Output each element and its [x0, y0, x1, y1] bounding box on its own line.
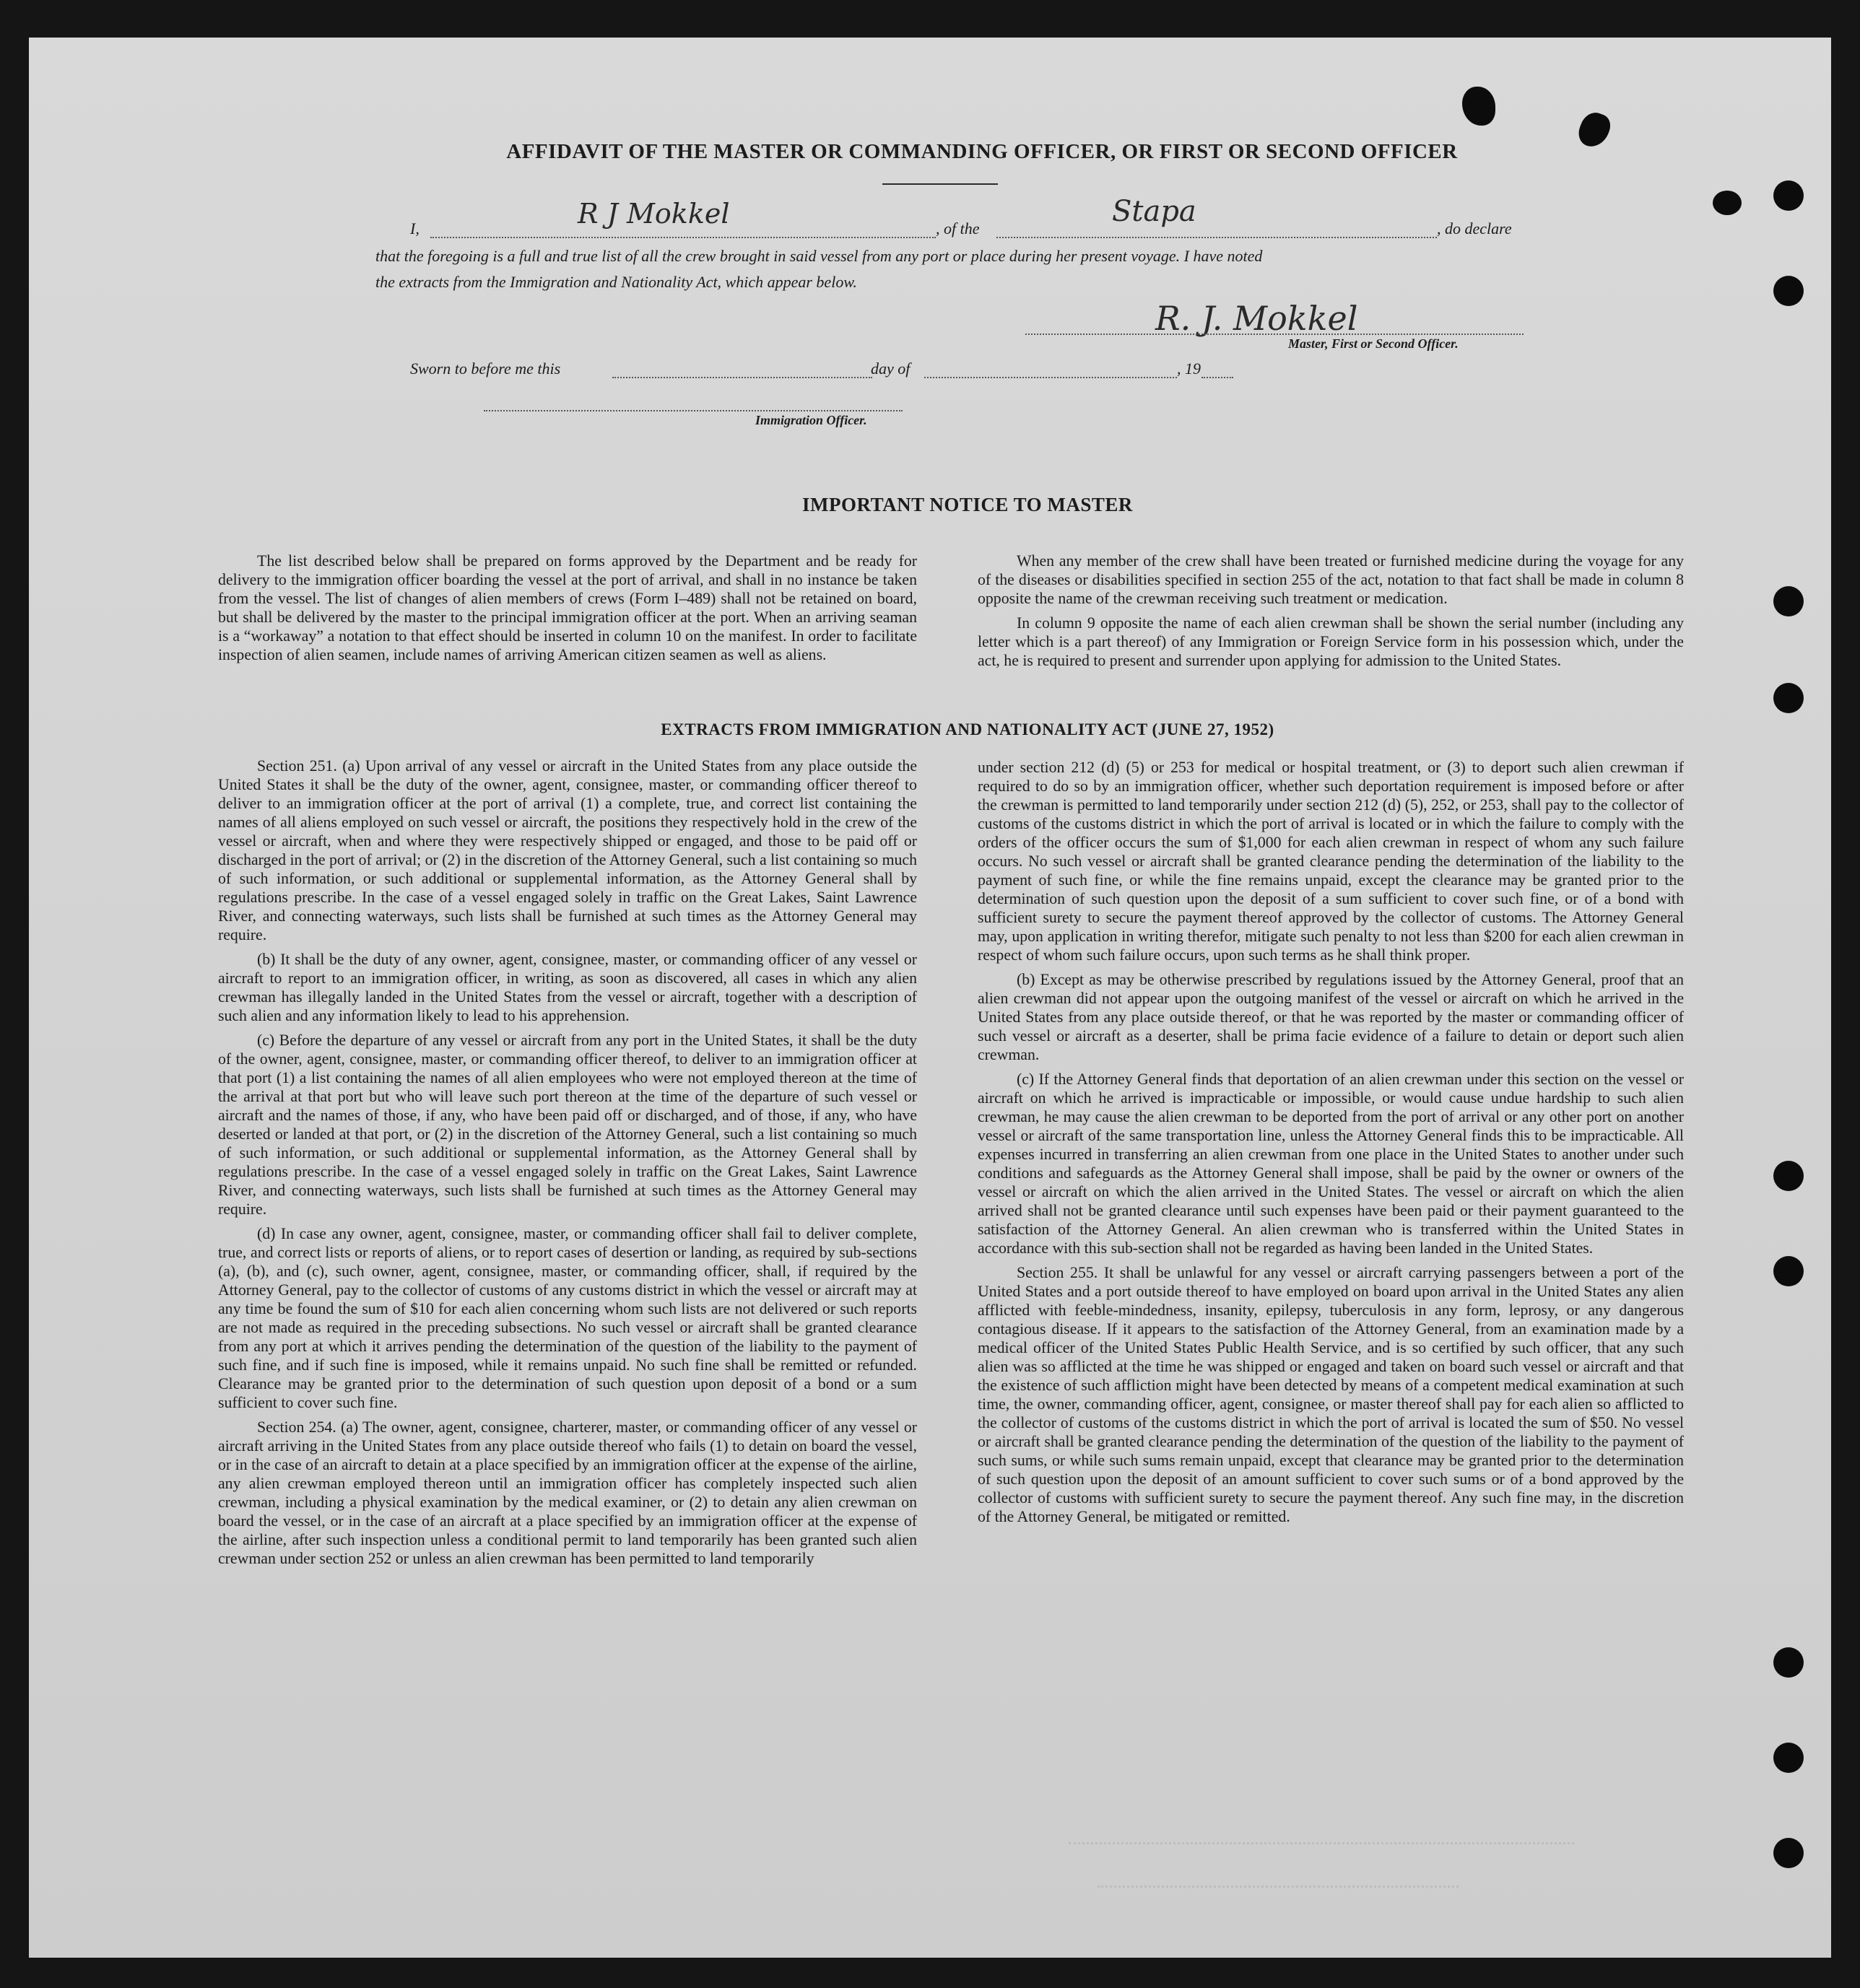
punch-hole-icon — [1773, 1256, 1804, 1286]
signer-name-field[interactable] — [430, 237, 936, 238]
vessel-name-field[interactable] — [996, 237, 1437, 238]
notice-title: IMPORTANT NOTICE TO MASTER — [802, 494, 1133, 515]
notice-right-column — [978, 552, 1684, 676]
signature-line[interactable] — [1025, 333, 1524, 335]
vessel-name-handwritten: Stapa — [1112, 195, 1196, 228]
notice-left-paragraph: The list described below shall be prepared on forms approved by the Department and be ready for delivery to the immigration officer boarding the vessel at the port of arrival, and shall in no instance be taken from the vessel. The list of changes of alien members of crews (Form I–489) shall not be retained on board, but shall be delivered by the master to the principal immigration officer at the port. When an arriving seaman is a “workaway” a notation to that effect should be inserted in column 10 on the manifest. In order to facilitate inspection of alien seamen, include names of arriving American citizen seamen as well as aliens. — [218, 552, 917, 663]
section-251-b: (b) It shall be the duty of any owner, agent, consignee, master, or commanding officer of any vessel or aircraft to report to an immigration officer, in writing, as soon as discovered, all cases in which any alien crewman has illegally landed in the United States from the vessel or aircraft, together with a description of such alien and any information likely to lead to his apprehension. — [218, 951, 917, 1024]
punch-hole-icon — [1773, 1838, 1804, 1868]
year-label: , 19 — [1177, 359, 1201, 378]
signer-name-handwritten: R J Mokkel — [578, 198, 730, 230]
sworn-label: Sworn to before me this — [410, 359, 561, 378]
extracts-right-column — [978, 758, 1684, 1532]
notice-right-paragraph-1: When any member of the crew shall have been treated or furnished medicine during the voyage for any of the diseases or disabilities specified in section 255 of the act, notation to that fact shall be made in column 8 opposite the name of the crewman receiving such treatment or medication. — [978, 552, 1684, 607]
immigration-officer-line[interactable] — [484, 410, 903, 411]
bleed-through — [1098, 1857, 1459, 1888]
ink-blot-icon — [1462, 87, 1495, 126]
declaration-line-1: that the foregoing is a full and true list of all the crew brought in said vessel from any port or place during her present voyage. I have noted — [375, 247, 1263, 265]
punch-hole-icon — [1773, 1647, 1804, 1678]
section-251-d: (d) In case any owner, agent, consignee, master, or commanding officer shall fail to deliver complete, true, and correct lists or reports of aliens, or to report cases of desertion or landing, as required by sub-sections (a), (b), and (c), such owner, agent, consignee, master, or commanding officer, shall, if required by the Attorney General, pay to the collector of customs of any customs district in which the vessel or aircraft may at any time be found the sum of $10 for each alien concerning whom such lists are not delivered or such reports are not made as required in the preceding subsections. No such vessel or aircraft shall be granted clearance from any port at which it arrives pending the determination of the question of the liability to the payment of such fine, and if such fine is imposed, while it remains unpaid. No such fine shall be remitted or refunded. Clearance may be granted prior to the determination of such question upon deposit of a bond or a sum sufficient to cover such fine. — [218, 1225, 917, 1411]
extracts-left-column — [218, 757, 917, 1574]
immigration-officer-caption: Immigration Officer. — [755, 413, 867, 427]
sworn-day-field[interactable] — [612, 377, 872, 378]
punch-hole-icon — [1773, 276, 1804, 306]
section-251-a: Section 251. (a) Upon arrival of any vessel or aircraft in the United States from any place outside the United States it shall be the duty of the owner, agent, consignee, master, or commanding officer thereof to deliver to an immigration officer at the port of arrival (1) a complete, true, and correct list containing the names of all aliens employed on such vessel or aircraft, the positions they respectively hold in the crew of the vessel or aircraft, when and where they were respectively shipped or engaged, and those to be paid off or discharged in the port of arrival; or (2) in the discretion of the Attorney General, such a list containing so much of such information, or such additional or supplemental information, as the Attorney General shall by regulations prescribe. In the case of a vessel engaged solely in traffic on the Great Lakes, Saint Lawrence River, and connecting waterways, such lists shall be furnished at such times as the Attorney General may require. — [218, 757, 917, 943]
day-of-label: day of — [871, 359, 911, 378]
i-label: I, — [410, 219, 420, 237]
section-254-a-continued: under section 212 (d) (5) or 253 for medical or hospital treatment, or (3) to deport such alien crewman if required to do so by an immigration officer, whether such deportation requirement is imposed before or after the crewman is permitted to land temporarily under section 212 (d) (5), 252, or 253, shall pay to the collector of customs of the customs district in which the port of arrival is located or in which the failure to comply with the orders of the officer occurs the sum of $1,000 for each alien crewman in respect of whom any such failure occurs. No such vessel or aircraft shall be granted clearance pending the determination of the liability to the payment of such fine, or while the fine remains unpaid, except the clearance may be granted prior to the determination of such question upon the deposit of a sum sufficient to cover such fine, or of a bond with sufficient surety to secure the payment thereof approved by the collector of customs. The Attorney General may, upon application in writing therefor, mitigate such penalty to not less than $200 for each alien crewman in respect of whom such failure occurs, upon such terms as he shall think proper. — [978, 759, 1684, 964]
title-underline — [882, 183, 998, 185]
declaration-line-2: the extracts from the Immigration and Nationality Act, which appear below. — [375, 273, 857, 291]
notice-left-column — [218, 552, 917, 670]
section-251-c: (c) Before the departure of any vessel or aircraft from any port in the United States, it shall be the duty of the owner, agent, consignee, master, or commanding officer thereof, to deliver to an immigration officer at that port (1) a list containing the names of all alien employees who were not employed thereon at the time of the arrival at that port but who will leave such port thereon at the time of the departure of such vessel or aircraft and the names of those, if any, who have been paid off or discharged, and of those, if any, who have deserted or landed at that port, or (2) in the discretion of the Attorney General, such a list containing so much of such information, or such additional or supplemental information, as the Attorney General shall by regulations prescribe. In the case of a vessel engaged solely in traffic on the Great Lakes, Saint Lawrence River, and connecting waterways, such lists shall be furnished at such times as the Attorney General may require. — [218, 1032, 917, 1218]
sworn-year-field[interactable] — [1201, 377, 1233, 378]
bleed-through — [1069, 1813, 1574, 1844]
punch-hole-icon — [1773, 1743, 1804, 1773]
ink-blot-icon — [1713, 191, 1742, 215]
section-254-b: (b) Except as may be otherwise prescribed by regulations issued by the Attorney General, proof that an alien crewman did not appear upon the outgoing manifest of the vessel or aircraft on which he arrived in the United States from any place outside thereof, or that he was reported by the master or commanding officer of such vessel or aircraft as a deserter, shall be prima facie evidence of a failure to detain or deport such alien crewman. — [978, 971, 1684, 1063]
master-signature: R. J. Mokkel — [1155, 299, 1358, 338]
signature-caption: Master, First or Second Officer. — [1288, 336, 1459, 351]
affidavit-title: AFFIDAVIT OF THE MASTER OR COMMANDING OFFICER, OR FIRST OR SECOND OFFICER — [506, 140, 1458, 163]
punch-hole-icon — [1773, 683, 1804, 713]
punch-hole-icon — [1773, 1161, 1804, 1191]
of-the-label: , of the — [936, 219, 980, 237]
ink-blot-icon — [1575, 109, 1614, 152]
section-255: Section 255. It shall be unlawful for any vessel or aircraft carrying passengers between a port of the United States and a port outside thereof to have employed on board upon arrival in the United States any alien afflicted with feeble-mindedness, insanity, epilepsy, tuberculosis in any form, leprosy, or any dangerous contagious disease. If it appears to the satisfaction of the Attorney General, from an examination made by a medical officer of the United States Public Health Service, and is so certified by such officer, that any such alien was so afflicted at the time he was shipped or engaged and taken on board such vessel or aircraft and that the existence of such affliction might have been detected by means of a competent medical examination at such time, the owner, commanding officer, agent, consignee, or master thereof shall pay for each alien so afflicted to the collector of customs of the customs district in which the port of arrival is located the sum of $50. No vessel or aircraft shall be granted clearance pending the determination of the question of the liability to the payment of such sums, or while such sums remain unpaid, except that clearance may be granted prior to the determination of such question upon the deposit of an amount sufficient to cover such sums or of a bond approved by the collector of customs with sufficient surety to secure the payment thereof. Any such fine may, in the discretion of the Attorney General, be mitigated or remitted. — [978, 1264, 1684, 1525]
document-page — [29, 38, 1831, 1958]
extracts-title: EXTRACTS FROM IMMIGRATION AND NATIONALITY ACT (JUNE 27, 1952) — [661, 720, 1274, 738]
do-declare-label: , do declare — [1437, 219, 1512, 237]
section-254-c: (c) If the Attorney General finds that deportation of an alien crewman under this section on the vessel or aircraft on which he arrived is impracticable or impossible, or would cause undue hardship to such alien crewman, he may cause the alien crewman to be deported from the port of arrival or any other port on another vessel or aircraft of the same transportation line, unless the Attorney General finds this to be impracticable. All expenses incurred in transferring an alien crewman from one place in the United States to another under such conditions and safeguards as the Attorney General shall impose, shall be paid by the owner or owners of the vessel or aircraft on which the alien arrived in the United States. The vessel or aircraft on which the alien arrived shall not be granted clearance until such expenses have been paid or their payment guaranteed to the satisfaction of the Attorney General. An alien crewman who is transferred within the United States in accordance with this sub-section shall not be regarded as having been landed in the United States. — [978, 1071, 1684, 1257]
punch-hole-icon — [1773, 586, 1804, 616]
section-254-a: Section 254. (a) The owner, agent, consignee, charterer, master, or commanding officer of any vessel or aircraft arriving in the United States from any place outside thereof who fails (1) to detain on board the vessel, or in the case of an aircraft to detain at a place specified by an immigration officer at the expense of the airline, any alien crewman employed thereon until an immigration officer has completely inspected such alien crewman, including a physical examination by the medical examiner, or (2) to detain any alien crewman on board the vessel, or in the case of an aircraft at a place specified by an immigration officer at the expense of the airline, after such inspection unless a conditional permit to land temporarily has been granted such alien crewman under section 252 or unless an alien crewman has been permitted to land temporarily — [218, 1418, 917, 1567]
sworn-month-field[interactable] — [924, 377, 1177, 378]
notice-right-paragraph-2: In column 9 opposite the name of each alien crewman shall be shown the serial number (including any letter which is a part thereof) of any Immigration or Foreign Service form in his possession which, under the act, he is required to present and surrender upon applying for admission to the United States. — [978, 614, 1684, 669]
punch-hole-icon — [1773, 180, 1804, 211]
